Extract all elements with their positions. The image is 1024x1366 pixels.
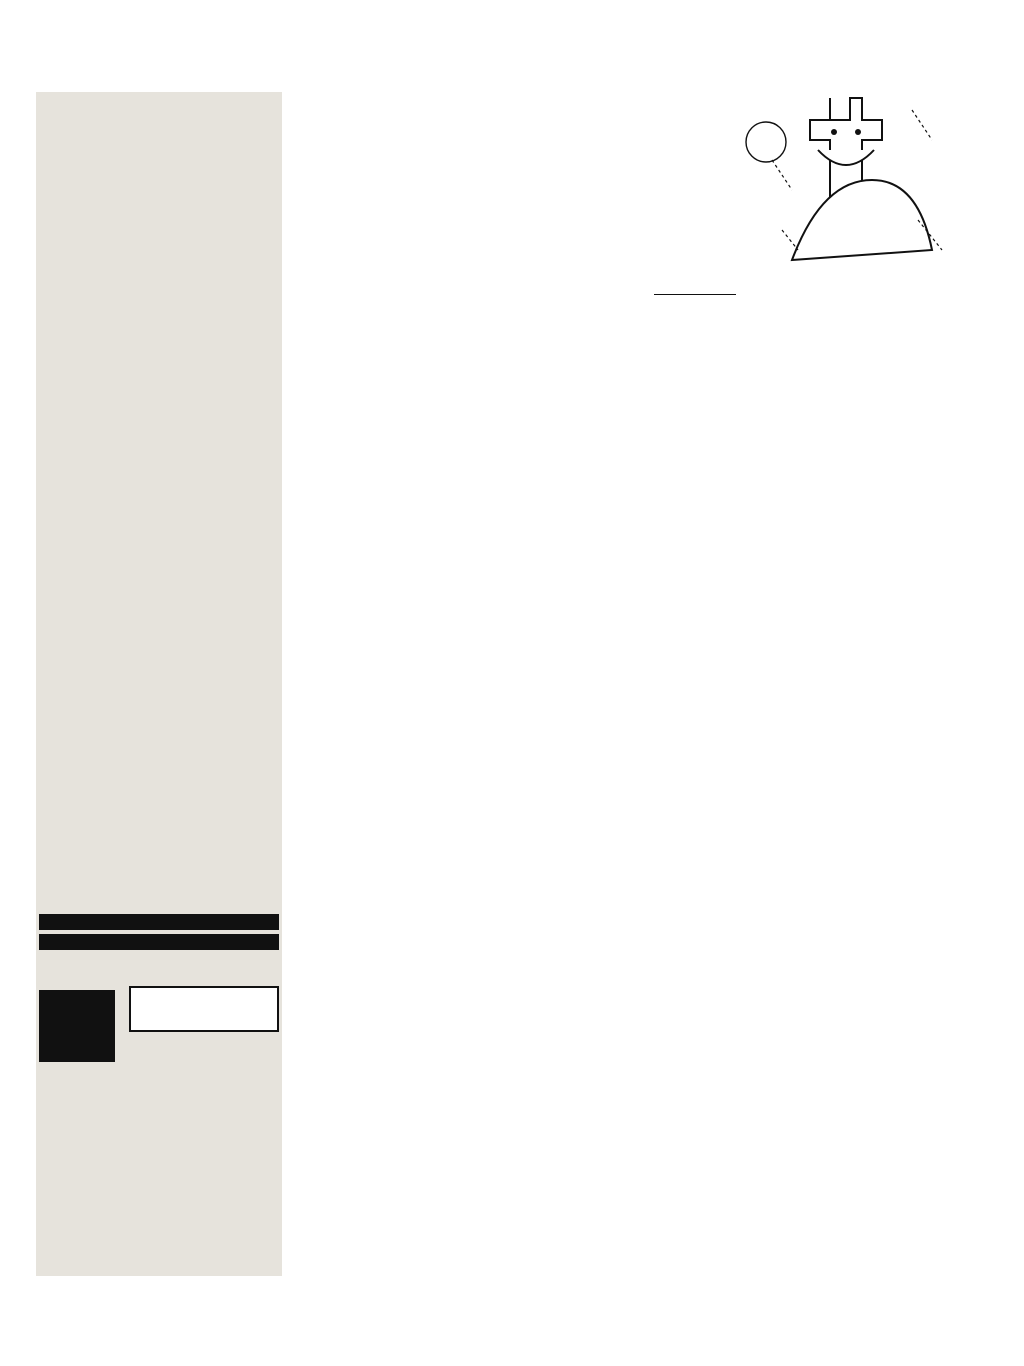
grave-cross-illustration <box>746 98 942 260</box>
edito-header <box>352 80 988 280</box>
next-issue-banner <box>39 914 279 930</box>
footnote-divider <box>654 294 736 295</box>
article-column-2 <box>654 286 940 302</box>
contents-sidebar <box>36 92 282 1276</box>
article-column-1 <box>364 501 634 508</box>
issue-box <box>39 990 115 1062</box>
header-artwork <box>352 80 988 280</box>
next-issue-date-banner <box>39 934 279 950</box>
fluide-glacial-logo <box>126 985 282 1067</box>
